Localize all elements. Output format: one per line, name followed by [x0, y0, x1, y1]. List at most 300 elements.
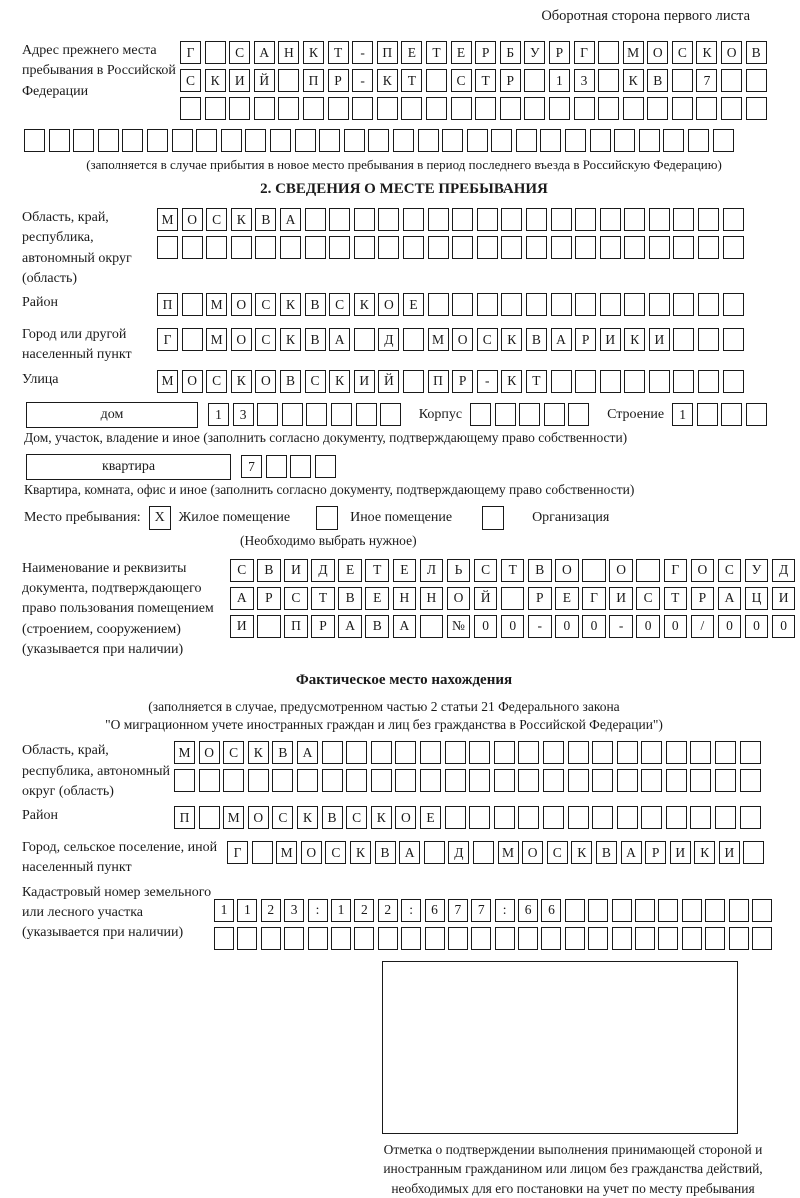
char-cell[interactable]: 2 [354, 899, 374, 922]
char-cell[interactable] [24, 129, 45, 152]
char-cell[interactable]: Т [475, 69, 496, 92]
char-cell[interactable]: В [746, 41, 767, 64]
char-cell[interactable] [356, 403, 377, 426]
char-cell[interactable]: М [157, 208, 178, 231]
char-cell[interactable]: В [338, 587, 362, 610]
char-cell[interactable] [368, 129, 389, 152]
char-cell[interactable]: С [329, 293, 350, 316]
char-cell[interactable] [624, 208, 645, 231]
char-cell[interactable] [205, 41, 226, 64]
char-cell[interactable] [272, 769, 293, 792]
char-cell[interactable] [698, 328, 719, 351]
char-cell[interactable] [322, 769, 343, 792]
char-cell[interactable] [740, 769, 761, 792]
char-cell[interactable]: О [182, 370, 203, 393]
char-cell[interactable]: - [477, 370, 498, 393]
char-cell[interactable] [49, 129, 70, 152]
char-cell[interactable]: А [230, 587, 254, 610]
char-cell[interactable] [690, 741, 711, 764]
char-cell[interactable] [588, 927, 608, 950]
char-cell[interactable]: К [501, 370, 522, 393]
char-cell[interactable]: И [284, 559, 308, 582]
char-cell[interactable] [574, 97, 595, 120]
char-cell[interactable]: К [371, 806, 392, 829]
char-cell[interactable] [491, 129, 512, 152]
char-cell[interactable] [673, 293, 694, 316]
char-cell[interactable]: В [322, 806, 343, 829]
char-cell[interactable] [543, 769, 564, 792]
char-cell[interactable]: О [255, 370, 276, 393]
char-cell[interactable]: : [495, 899, 515, 922]
char-cell[interactable] [698, 293, 719, 316]
char-cell[interactable] [635, 927, 655, 950]
char-cell[interactable]: О [522, 841, 543, 864]
char-cell[interactable]: Ь [447, 559, 471, 582]
char-cell[interactable]: М [428, 328, 449, 351]
char-cell[interactable] [541, 927, 561, 950]
char-cell[interactable]: 0 [636, 615, 660, 638]
char-cell[interactable] [551, 370, 572, 393]
char-cell[interactable] [666, 806, 687, 829]
char-cell[interactable]: С [180, 69, 201, 92]
char-cell[interactable] [308, 927, 328, 950]
char-cell[interactable] [205, 97, 226, 120]
char-cell[interactable] [600, 236, 621, 259]
char-cell[interactable]: А [329, 328, 350, 351]
char-cell[interactable] [354, 927, 374, 950]
char-cell[interactable]: Г [227, 841, 248, 864]
char-cell[interactable] [245, 129, 266, 152]
char-cell[interactable] [147, 129, 168, 152]
char-cell[interactable]: Р [452, 370, 473, 393]
char-cell[interactable] [551, 236, 572, 259]
char-cell[interactable] [598, 97, 619, 120]
char-cell[interactable] [344, 129, 365, 152]
char-cell[interactable] [690, 806, 711, 829]
char-cell[interactable] [658, 927, 678, 950]
char-cell[interactable]: О [647, 41, 668, 64]
char-cell[interactable] [494, 769, 515, 792]
char-cell[interactable] [467, 129, 488, 152]
char-cell[interactable] [221, 129, 242, 152]
char-cell[interactable] [641, 769, 662, 792]
char-cell[interactable]: Т [526, 370, 547, 393]
char-cell[interactable] [303, 97, 324, 120]
char-cell[interactable] [575, 370, 596, 393]
char-cell[interactable] [445, 769, 466, 792]
char-cell[interactable] [524, 97, 545, 120]
char-cell[interactable]: Й [254, 69, 275, 92]
char-cell[interactable] [549, 97, 570, 120]
char-cell[interactable] [295, 129, 316, 152]
char-cell[interactable]: О [452, 328, 473, 351]
char-cell[interactable]: Р [328, 69, 349, 92]
char-cell[interactable]: О [199, 741, 220, 764]
char-cell[interactable] [420, 769, 441, 792]
char-cell[interactable]: В [272, 741, 293, 764]
char-cell[interactable]: М [498, 841, 519, 864]
char-cell[interactable] [182, 328, 203, 351]
char-cell[interactable]: Р [549, 41, 570, 64]
char-cell[interactable] [229, 97, 250, 120]
char-cell[interactable]: 0 [745, 615, 769, 638]
char-cell[interactable] [624, 236, 645, 259]
char-cell[interactable] [663, 129, 684, 152]
char-cell[interactable]: Е [401, 41, 422, 64]
char-cell[interactable]: К [231, 370, 252, 393]
char-cell[interactable] [346, 769, 367, 792]
char-cell[interactable] [715, 806, 736, 829]
char-cell[interactable] [428, 293, 449, 316]
char-cell[interactable]: С [346, 806, 367, 829]
char-cell[interactable]: А [621, 841, 642, 864]
char-cell[interactable]: К [248, 741, 269, 764]
char-cell[interactable]: К [571, 841, 592, 864]
char-cell[interactable]: О [555, 559, 579, 582]
char-cell[interactable]: Т [401, 69, 422, 92]
char-cell[interactable] [157, 236, 178, 259]
char-cell[interactable]: 6 [518, 899, 538, 922]
char-cell[interactable] [723, 236, 744, 259]
char-cell[interactable] [544, 403, 565, 426]
char-cell[interactable] [475, 97, 496, 120]
char-cell[interactable] [592, 769, 613, 792]
char-cell[interactable] [624, 293, 645, 316]
char-cell[interactable] [284, 927, 304, 950]
char-cell[interactable]: И [649, 328, 670, 351]
char-cell[interactable] [743, 841, 764, 864]
char-cell[interactable] [666, 741, 687, 764]
char-cell[interactable]: В [280, 370, 301, 393]
char-cell[interactable]: С [305, 370, 326, 393]
char-cell[interactable] [428, 208, 449, 231]
char-cell[interactable]: С [451, 69, 472, 92]
char-cell[interactable] [469, 806, 490, 829]
char-cell[interactable] [723, 293, 744, 316]
char-cell[interactable]: Т [426, 41, 447, 64]
char-cell[interactable] [673, 236, 694, 259]
char-cell[interactable]: О [248, 806, 269, 829]
char-cell[interactable]: 7 [448, 899, 468, 922]
char-cell[interactable]: К [350, 841, 371, 864]
char-cell[interactable]: 3 [284, 899, 304, 922]
char-cell[interactable]: 2 [378, 899, 398, 922]
char-cell[interactable]: Т [328, 41, 349, 64]
char-cell[interactable] [182, 236, 203, 259]
char-cell[interactable] [477, 208, 498, 231]
char-cell[interactable] [516, 129, 537, 152]
char-cell[interactable] [715, 741, 736, 764]
char-cell[interactable] [690, 769, 711, 792]
char-cell[interactable]: О [301, 841, 322, 864]
char-cell[interactable]: В [305, 293, 326, 316]
char-cell[interactable] [401, 927, 421, 950]
char-cell[interactable]: О [447, 587, 471, 610]
char-cell[interactable]: Е [451, 41, 472, 64]
char-cell[interactable]: О [691, 559, 715, 582]
char-cell[interactable] [426, 97, 447, 120]
char-cell[interactable] [418, 129, 439, 152]
char-cell[interactable] [254, 97, 275, 120]
char-cell[interactable] [588, 899, 608, 922]
char-cell[interactable]: Т [501, 559, 525, 582]
char-cell[interactable]: К [624, 328, 645, 351]
char-cell[interactable]: С [230, 559, 254, 582]
char-cell[interactable]: К [694, 841, 715, 864]
char-cell[interactable]: С [223, 741, 244, 764]
char-cell[interactable]: К [205, 69, 226, 92]
char-cell[interactable] [688, 129, 709, 152]
char-cell[interactable]: - [528, 615, 552, 638]
char-cell[interactable]: А [551, 328, 572, 351]
char-cell[interactable] [658, 899, 678, 922]
char-cell[interactable] [98, 129, 119, 152]
char-cell[interactable] [199, 769, 220, 792]
char-cell[interactable]: А [338, 615, 362, 638]
char-cell[interactable]: Е [555, 587, 579, 610]
char-cell[interactable] [255, 236, 276, 259]
char-cell[interactable] [473, 841, 494, 864]
char-cell[interactable] [395, 769, 416, 792]
char-cell[interactable] [600, 208, 621, 231]
char-cell[interactable] [721, 97, 742, 120]
char-cell[interactable] [393, 129, 414, 152]
char-cell[interactable]: Т [311, 587, 335, 610]
char-cell[interactable] [452, 208, 473, 231]
char-cell[interactable] [214, 927, 234, 950]
char-cell[interactable]: Д [448, 841, 469, 864]
char-cell[interactable]: С [474, 559, 498, 582]
char-cell[interactable]: Н [278, 41, 299, 64]
char-cell[interactable] [673, 208, 694, 231]
char-cell[interactable]: И [600, 328, 621, 351]
char-cell[interactable] [306, 403, 327, 426]
char-cell[interactable]: С [229, 41, 250, 64]
char-cell[interactable]: И [609, 587, 633, 610]
char-cell[interactable] [673, 328, 694, 351]
char-cell[interactable]: А [393, 615, 417, 638]
char-cell[interactable] [354, 328, 375, 351]
char-cell[interactable] [575, 293, 596, 316]
char-cell[interactable] [698, 208, 719, 231]
char-cell[interactable] [518, 806, 539, 829]
char-cell[interactable]: М [174, 741, 195, 764]
char-cell[interactable]: 0 [664, 615, 688, 638]
char-cell[interactable] [698, 370, 719, 393]
char-cell[interactable] [196, 129, 217, 152]
char-cell[interactable]: В [647, 69, 668, 92]
char-cell[interactable] [331, 927, 351, 950]
char-cell[interactable] [403, 236, 424, 259]
char-cell[interactable]: М [623, 41, 644, 64]
char-cell[interactable]: Т [664, 587, 688, 610]
char-cell[interactable] [518, 741, 539, 764]
char-cell[interactable]: - [609, 615, 633, 638]
char-cell[interactable]: С [477, 328, 498, 351]
char-cell[interactable] [590, 129, 611, 152]
char-cell[interactable]: К [377, 69, 398, 92]
char-cell[interactable] [672, 97, 693, 120]
char-cell[interactable] [452, 293, 473, 316]
char-cell[interactable]: К [297, 806, 318, 829]
char-cell[interactable] [305, 236, 326, 259]
char-cell[interactable] [501, 587, 525, 610]
char-cell[interactable] [723, 328, 744, 351]
char-cell[interactable] [477, 236, 498, 259]
char-cell[interactable] [723, 370, 744, 393]
char-cell[interactable] [257, 403, 278, 426]
char-cell[interactable] [470, 403, 491, 426]
char-cell[interactable]: Р [528, 587, 552, 610]
char-cell[interactable] [697, 403, 718, 426]
char-cell[interactable] [424, 841, 445, 864]
char-cell[interactable] [270, 129, 291, 152]
char-cell[interactable] [494, 806, 515, 829]
char-cell[interactable]: У [524, 41, 545, 64]
char-cell[interactable]: Й [474, 587, 498, 610]
char-cell[interactable] [617, 741, 638, 764]
char-cell[interactable]: И [230, 615, 254, 638]
char-cell[interactable]: Г [180, 41, 201, 64]
char-cell[interactable]: Д [311, 559, 335, 582]
char-cell[interactable] [420, 741, 441, 764]
char-cell[interactable] [641, 741, 662, 764]
char-cell[interactable] [746, 97, 767, 120]
char-cell[interactable] [672, 69, 693, 92]
char-cell[interactable]: В [526, 328, 547, 351]
char-cell[interactable]: 1 [549, 69, 570, 92]
char-cell[interactable] [649, 370, 670, 393]
char-cell[interactable] [740, 741, 761, 764]
char-cell[interactable]: Ц [745, 587, 769, 610]
char-cell[interactable] [649, 236, 670, 259]
char-cell[interactable] [543, 806, 564, 829]
char-cell[interactable]: 0 [772, 615, 796, 638]
char-cell[interactable] [428, 236, 449, 259]
char-cell[interactable] [257, 615, 281, 638]
char-cell[interactable] [495, 403, 516, 426]
char-cell[interactable] [598, 41, 619, 64]
char-cell[interactable]: О [721, 41, 742, 64]
char-cell[interactable]: 0 [582, 615, 606, 638]
char-cell[interactable]: 0 [555, 615, 579, 638]
char-cell[interactable] [575, 208, 596, 231]
char-cell[interactable]: С [547, 841, 568, 864]
char-cell[interactable] [315, 455, 336, 478]
char-cell[interactable] [297, 769, 318, 792]
char-cell[interactable]: Й [378, 370, 399, 393]
char-cell[interactable]: - [352, 69, 373, 92]
char-cell[interactable] [182, 293, 203, 316]
char-cell[interactable]: В [528, 559, 552, 582]
char-cell[interactable]: П [377, 41, 398, 64]
char-cell[interactable] [401, 97, 422, 120]
char-cell[interactable] [371, 769, 392, 792]
char-cell[interactable] [518, 769, 539, 792]
char-cell[interactable]: / [691, 615, 715, 638]
char-cell[interactable]: В [255, 208, 276, 231]
apartment-type-box[interactable]: квартира [26, 454, 231, 480]
char-cell[interactable] [329, 236, 350, 259]
char-cell[interactable]: Н [393, 587, 417, 610]
char-cell[interactable] [469, 769, 490, 792]
char-cell[interactable]: М [223, 806, 244, 829]
char-cell[interactable]: Р [500, 69, 521, 92]
char-cell[interactable]: 1 [237, 899, 257, 922]
char-cell[interactable]: В [596, 841, 617, 864]
char-cell[interactable] [526, 293, 547, 316]
char-cell[interactable] [501, 293, 522, 316]
char-cell[interactable]: П [157, 293, 178, 316]
char-cell[interactable] [346, 741, 367, 764]
char-cell[interactable] [378, 236, 399, 259]
char-cell[interactable]: А [297, 741, 318, 764]
char-cell[interactable]: В [375, 841, 396, 864]
char-cell[interactable] [322, 741, 343, 764]
char-cell[interactable]: Г [664, 559, 688, 582]
char-cell[interactable]: Г [582, 587, 606, 610]
char-cell[interactable] [305, 208, 326, 231]
char-cell[interactable] [280, 236, 301, 259]
char-cell[interactable] [526, 208, 547, 231]
char-cell[interactable]: А [718, 587, 742, 610]
char-cell[interactable]: С [636, 587, 660, 610]
char-cell[interactable] [540, 129, 561, 152]
char-cell[interactable]: 3 [574, 69, 595, 92]
char-cell[interactable] [278, 69, 299, 92]
char-cell[interactable] [752, 927, 772, 950]
char-cell[interactable]: О [609, 559, 633, 582]
char-cell[interactable] [600, 370, 621, 393]
char-cell[interactable] [649, 293, 670, 316]
char-cell[interactable] [705, 927, 725, 950]
char-cell[interactable] [592, 741, 613, 764]
char-cell[interactable]: П [284, 615, 308, 638]
char-cell[interactable]: О [378, 293, 399, 316]
char-cell[interactable] [729, 927, 749, 950]
char-cell[interactable]: 0 [501, 615, 525, 638]
char-cell[interactable]: 2 [261, 899, 281, 922]
char-cell[interactable]: Г [574, 41, 595, 64]
char-cell[interactable] [172, 129, 193, 152]
char-cell[interactable] [729, 899, 749, 922]
char-cell[interactable]: К [280, 328, 301, 351]
char-cell[interactable] [721, 69, 742, 92]
char-cell[interactable]: А [280, 208, 301, 231]
char-cell[interactable] [290, 455, 311, 478]
char-cell[interactable] [420, 615, 444, 638]
char-cell[interactable] [649, 208, 670, 231]
char-cell[interactable]: Т [365, 559, 389, 582]
char-cell[interactable]: 3 [233, 403, 254, 426]
char-cell[interactable]: П [174, 806, 195, 829]
char-cell[interactable] [641, 806, 662, 829]
char-cell[interactable]: С [284, 587, 308, 610]
char-cell[interactable]: М [206, 293, 227, 316]
char-cell[interactable]: С [206, 370, 227, 393]
char-cell[interactable]: Е [365, 587, 389, 610]
char-cell[interactable]: И [772, 587, 796, 610]
char-cell[interactable] [673, 370, 694, 393]
char-cell[interactable] [636, 559, 660, 582]
char-cell[interactable] [174, 769, 195, 792]
char-cell[interactable]: М [206, 328, 227, 351]
char-cell[interactable]: Г [157, 328, 178, 351]
char-cell[interactable] [329, 208, 350, 231]
char-cell[interactable] [565, 899, 585, 922]
char-cell[interactable]: У [745, 559, 769, 582]
char-cell[interactable] [471, 927, 491, 950]
